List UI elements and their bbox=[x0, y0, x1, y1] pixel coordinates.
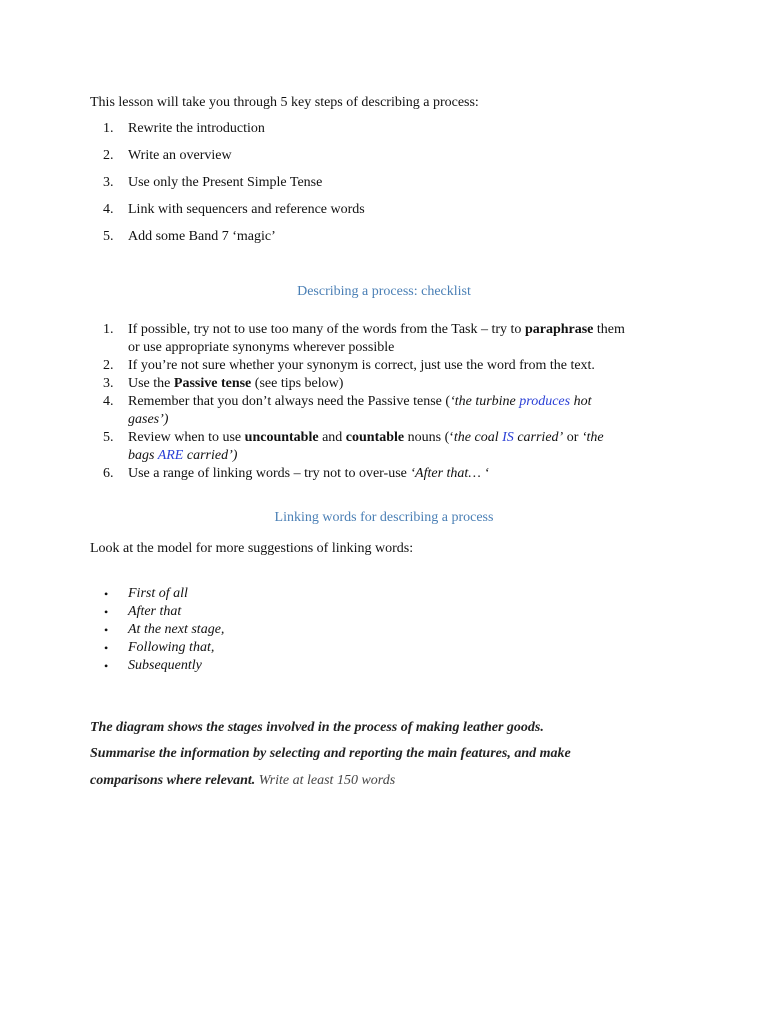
task-text: comparisons where relevant. bbox=[90, 773, 256, 788]
task-line: The diagram shows the stages involved in the process of making leather goods. bbox=[90, 720, 544, 735]
bullet-icon: • bbox=[104, 623, 109, 637]
bullet-icon: • bbox=[104, 605, 109, 619]
list-number: 1. bbox=[103, 322, 114, 337]
list-text bbox=[128, 429, 604, 447]
bold-run: countable bbox=[345, 430, 405, 445]
linking-heading: Linking words for describing a process bbox=[274, 510, 494, 525]
list-number: 2. bbox=[103, 148, 114, 163]
italic-run: ‘the turbine bbox=[450, 394, 520, 409]
list-text bbox=[128, 465, 489, 483]
list-text: If you’re not sure whether your synonym is correct, just use the word from the text. bbox=[128, 358, 595, 373]
text-run: and bbox=[318, 430, 346, 445]
list-text: After that bbox=[128, 604, 182, 619]
highlight-run: ARE bbox=[157, 448, 184, 463]
list-text-continuation: gases’) bbox=[128, 412, 169, 427]
text-run: them bbox=[593, 322, 625, 337]
list-text-continuation: or use appropriate synonyms wherever possible bbox=[128, 340, 395, 355]
list-number: 4. bbox=[103, 202, 114, 217]
list-text bbox=[128, 321, 625, 339]
italic-run: hot bbox=[570, 394, 592, 409]
linking-intro: Look at the model for more suggestions of linking words: bbox=[90, 541, 414, 556]
list-number: 3. bbox=[103, 376, 114, 391]
bullet-icon: • bbox=[104, 641, 109, 655]
word-count-note: Write at least 150 words bbox=[255, 773, 396, 788]
list-text-continuation bbox=[128, 447, 237, 465]
list-number: 3. bbox=[103, 175, 114, 190]
list-text bbox=[128, 375, 343, 393]
italic-run: ‘After that… ‘ bbox=[410, 466, 489, 481]
list-text: First of all bbox=[128, 586, 188, 601]
italic-run: the coal bbox=[453, 430, 503, 445]
bold-run: Passive tense bbox=[173, 376, 252, 391]
bold-run: uncountable bbox=[244, 430, 319, 445]
list-number: 6. bbox=[103, 466, 114, 481]
list-text: Subsequently bbox=[128, 658, 202, 673]
italic-run: ‘the bbox=[581, 430, 604, 445]
list-text: Use only the Present Simple Tense bbox=[128, 175, 323, 190]
list-number: 4. bbox=[103, 394, 114, 409]
bullet-icon: • bbox=[104, 587, 109, 601]
list-text: At the next stage, bbox=[128, 622, 225, 637]
bullet-icon: • bbox=[104, 659, 109, 673]
text-run: (see tips below) bbox=[251, 376, 344, 391]
text-run: Use the bbox=[128, 376, 174, 391]
list-text bbox=[128, 393, 591, 411]
highlight-run: IS bbox=[502, 430, 514, 445]
highlight-run: produces bbox=[519, 394, 571, 409]
list-number: 5. bbox=[103, 430, 114, 445]
intro-paragraph: This lesson will take you through 5 key steps of describing a process: bbox=[90, 95, 479, 110]
list-text: Add some Band 7 ‘magic’ bbox=[128, 229, 276, 244]
text-run: Use a range of linking words – try not to over-use bbox=[128, 466, 411, 481]
text-run: nouns (‘ bbox=[404, 430, 454, 445]
italic-run: carried’ bbox=[513, 430, 564, 445]
list-text: Rewrite the introduction bbox=[128, 121, 265, 136]
list-number: 5. bbox=[103, 229, 114, 244]
checklist-heading: Describing a process: checklist bbox=[297, 284, 471, 299]
task-line bbox=[90, 772, 395, 790]
list-number: 2. bbox=[103, 358, 114, 373]
text-run: Review when to use bbox=[128, 430, 245, 445]
list-text: Link with sequencers and reference words bbox=[128, 202, 365, 217]
list-text: Write an overview bbox=[128, 148, 232, 163]
italic-run: carried’) bbox=[183, 448, 238, 463]
task-line: Summarise the information by selecting and reporting the main features, and make bbox=[90, 746, 571, 761]
text-run: If possible, try not to use too many of the words from the Task – try to bbox=[128, 322, 525, 337]
list-number: 1. bbox=[103, 121, 114, 136]
bold-run: paraphrase bbox=[524, 322, 594, 337]
italic-run: bags bbox=[128, 448, 158, 463]
text-run: Remember that you don’t always need the Passive tense ( bbox=[128, 394, 451, 409]
text-run: or bbox=[563, 430, 582, 445]
list-text: Following that, bbox=[128, 640, 215, 655]
